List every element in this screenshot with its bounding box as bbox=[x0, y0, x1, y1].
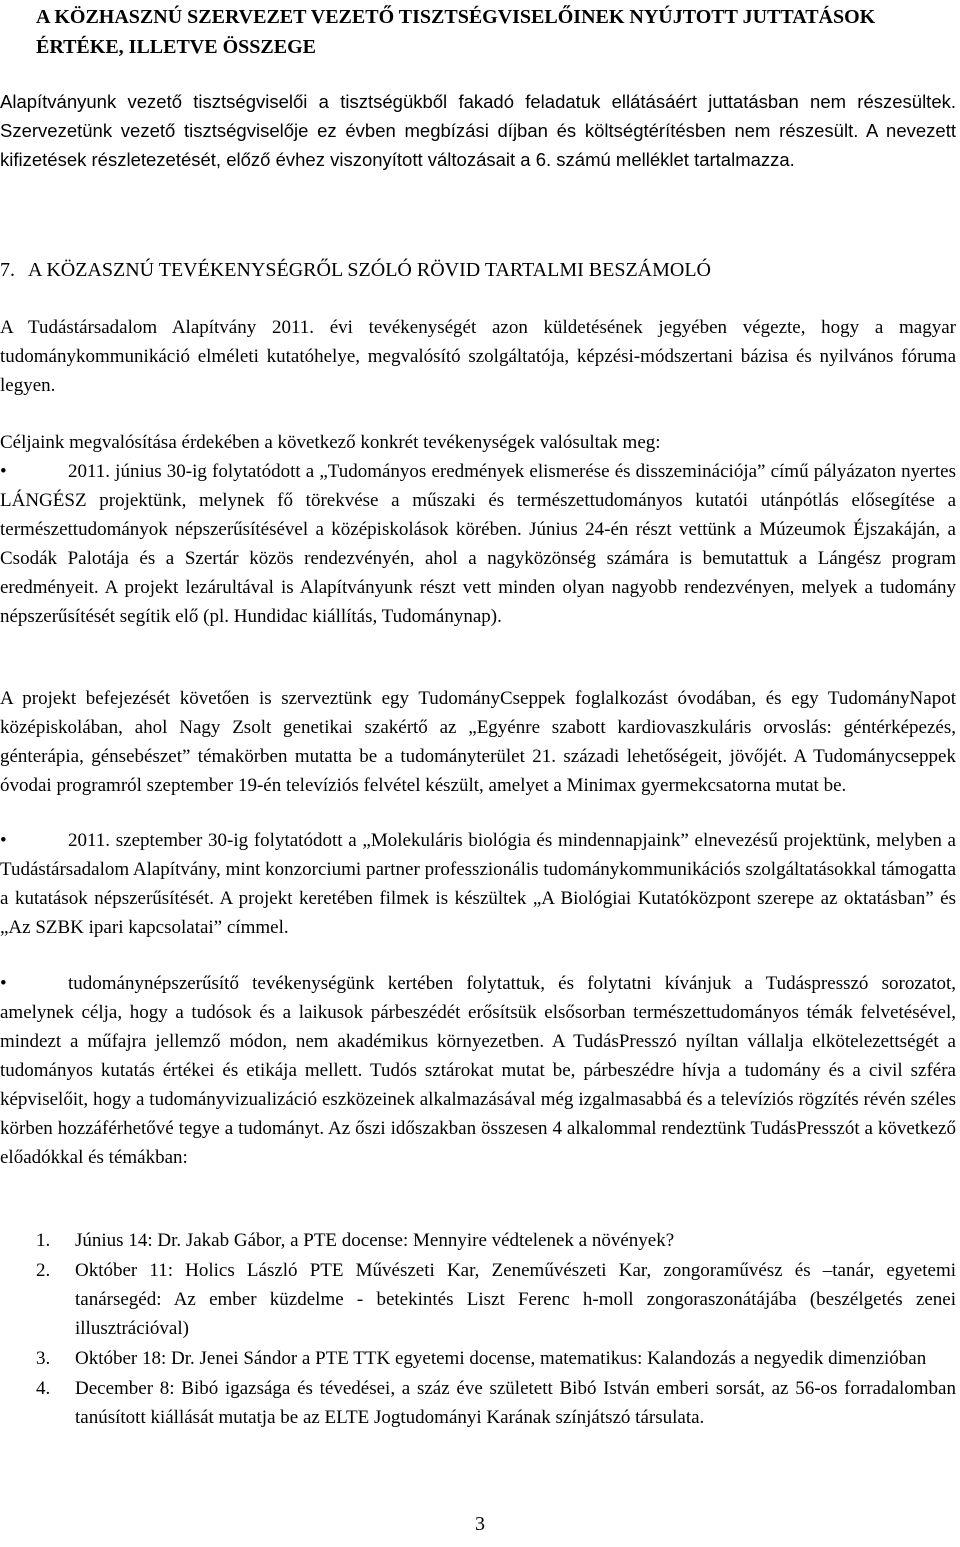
section-6-number bbox=[0, 2, 36, 32]
bullet-dot: • bbox=[0, 461, 7, 482]
section-6-paragraph: Alapítványunk vezető tisztségviselői a tisztségükből fakadó feladatuk ellátásáért juttatásban nem részesültek. Szervezetünk vezető tisztségviselője ez évben megbízási díjban és költségtérítésben nem részesült. A nevezett kifizetések részletezetését, előző évhez viszonyított változásait a 6. számú melléklet tartalmazza. bbox=[0, 91, 956, 170]
section-7-intro: A Tudástársadalom Alapítvány 2011. évi tevékenységét azon küldetésének jegyében végezte, hogy a magyar tudománykommunikáció elméleti kutatóhelye, megvalósító szolgáltatója, képzési-módszertani bázisa és nyilvános fóruma legyen. bbox=[0, 317, 956, 396]
section-7-heading bbox=[0, 255, 940, 285]
section-6-title: A KÖZHASZNÚ SZERVEZET VEZETŐ TISZTSÉGVISELŐINEK NYÚJTOTT JUTTATÁSOK ÉRTÉKE, ILLETVE ÖSSZEGE bbox=[36, 6, 876, 58]
tudaspresszo-event-list bbox=[0, 1226, 956, 1432]
bullet-dot: • bbox=[0, 830, 7, 851]
bullet-tudaspresszo-text: tudománynépszerűsítő tevékenységünk kertében folytattuk, és folytatni kívánjuk a Tudáspresszó sorozatot, amelynek célja, hogy a tudósok és a laikusok párbeszédét erősítsük elsősorban természettudományos témák felvetésével, mindezt a műfajra jellemző módon, nem akadémikus környezetben. A TudásPresszó nyíltan vállalja elkötelezettségét a tudományos kutatás értékei és etikája mellett. Tudós sztárokat mutat be, párbeszédre hívja a tudomány és a civil szféra képviselőit, hogy a tudományvizualizáció eszközeinek alkalmazásával még izgalmasabbá és a televíziós rögzítés révén széles körben hozzáférhetővé tegye a tudományt. Az őszi időszakban összesen 4 alkalommal rendeztünk TudásPresszót a következő előadókkal és témákban: bbox=[0, 973, 956, 1168]
list-item: 2. Október 11: Holics László PTE Művészeti Kar, Zeneművészeti Kar, zongoraművész és –tanár, egyetemi tanársegéd: Az ember küzdelme - betekintés Liszt Ferenc h-moll zongoraszonátájába (beszélgetés zenei illusztrációval) bbox=[36, 1260, 956, 1339]
section-7-number: 7. bbox=[0, 259, 15, 281]
bullet-molekularis-text: 2011. szeptember 30-ig folytatódott a „Molekuláris biológia és mindennapjaink” elnevezésű projektünk, melyben a Tudástársadalom Alapítvány, mint konzorciumi partner professzionális tudománykommunikációs szolgáltatásokkal támogatta a kutatások népszerűsítését. A projekt keretében filmek is készültek „A Biológiai Kutatóközpont szerepe az oktatásban” és „Az SZBK ipari kapcsolatai” címmel. bbox=[0, 830, 956, 938]
list-item: 3. Október 18: Dr. Jenei Sándor a PTE TTK egyetemi docense, matematikus: Kalandozás a negyedik dimenzióban bbox=[36, 1348, 927, 1369]
tudomanycseppek-paragraph: A projekt befejezését követően is szerveztünk egy TudományCseppek foglalkozást óvodában, és egy TudományNapot középiskolában, ahol Nagy Zsolt genetikai szakértő az „Egyénre szabott kardiovaszkuláris orvoslás: géntérképezés, génterápia, génsebészet” témakörben mutatta be a tudományterület 21. századi lehetőségeit, jövőjét. A Tudománycseppek óvodai programról szeptember 19-én televíziós felvétel készült, amelyet a Minimax gyermekcsatorna mutat be. bbox=[0, 688, 956, 796]
bullet-dot: • bbox=[0, 973, 7, 994]
page-number: 3 bbox=[475, 1513, 485, 1535]
bullet-molekularis bbox=[0, 826, 956, 942]
list-item: 1. Június 14: Dr. Jakab Gábor, a PTE docense: Mennyire védtelenek a növények? bbox=[36, 1230, 675, 1251]
bullet-langesz bbox=[0, 457, 956, 631]
goals-intro: Céljaink megvalósítása érdekében a következő konkrét tevékenységek valósultak meg: bbox=[0, 432, 661, 453]
list-item: 4. December 8: Bibó igazsága és tévedései, a száz éve született Bibó István emberi sorsát, az 56-os forradalomban tanúsított kiállását mutatja be az ELTE Jogtudományi Karának színjátszó társulata. bbox=[36, 1378, 956, 1428]
section-6-heading bbox=[0, 2, 940, 62]
bullet-tudaspresszo bbox=[0, 969, 956, 1172]
bullet-langesz-text: 2011. június 30-ig folytatódott a „Tudományos eredmények elismerése és disszeminációja” című pályázaton nyertes LÁNGÉSZ projektünk, melynek fő törekvése a műszaki és természettudományos kutatói utánpótlás elősegítése a természettudományok népszerűsítésével a középiskolások körében. Június 24-én részt vettünk a Múzeumok Éjszakáján, a Csodák Palotája és a Szertár közös rendezvényén, ahol a nagyközönség számára is bemutattuk a Lángész program eredményeit. A projekt lezárultával is Alapítványunk részt vett minden olyan nagyobb rendezvényen, melyek a tudomány népszerűsítését segítik elő (pl. Hundidac kiállítás, Tudománynap). bbox=[0, 461, 956, 627]
section-7-title: A KÖZASZNÚ TEVÉKENYSÉGRŐL SZÓLÓ RÖVID TARTALMI BESZÁMOLÓ bbox=[28, 259, 711, 281]
